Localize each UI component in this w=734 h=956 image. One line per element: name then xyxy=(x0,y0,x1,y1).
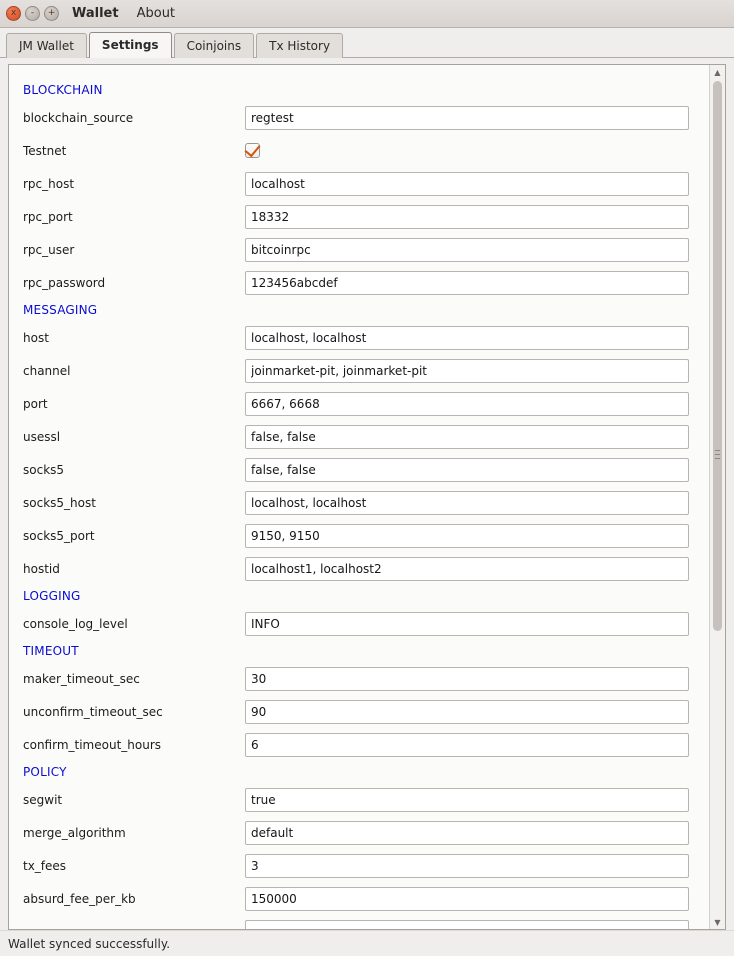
settings-field-cell xyxy=(245,238,689,262)
close-icon: x xyxy=(10,8,17,18)
settings-row-label: segwit xyxy=(23,792,63,807)
settings-text-input[interactable] xyxy=(245,271,689,295)
close-window-button[interactable] xyxy=(6,6,21,21)
settings-text-input[interactable] xyxy=(245,700,689,724)
settings-row-label: tx_fees xyxy=(23,858,67,873)
settings-text-input[interactable] xyxy=(245,106,689,130)
settings-field-cell xyxy=(245,612,689,636)
settings-field-cell xyxy=(245,271,689,295)
settings-field-cell xyxy=(245,205,689,229)
settings-row-label: Testnet xyxy=(23,143,67,158)
settings-text-input[interactable] xyxy=(245,392,689,416)
settings-row xyxy=(9,552,709,585)
maximize-window-button[interactable] xyxy=(44,6,59,21)
minimize-window-button[interactable] xyxy=(25,6,40,21)
maximize-icon: + xyxy=(47,8,56,18)
settings-field-cell xyxy=(245,359,689,383)
settings-text-input[interactable] xyxy=(245,425,689,449)
settings-row-label: maker_timeout_sec xyxy=(23,671,140,686)
settings-row xyxy=(9,321,709,354)
settings-field-cell xyxy=(245,733,689,757)
settings-scroll-area xyxy=(9,65,709,929)
settings-row xyxy=(9,607,709,640)
settings-checkbox[interactable] xyxy=(245,143,260,158)
settings-row-label: socks5_host xyxy=(23,495,96,510)
menu-item-about[interactable]: About xyxy=(136,6,176,21)
window-controls xyxy=(6,6,59,21)
scrollbar-grip-line xyxy=(715,450,720,451)
settings-row xyxy=(9,882,709,915)
settings-row xyxy=(9,420,709,453)
settings-field-cell xyxy=(245,700,689,724)
tab-coinjoins[interactable]: Coinjoins xyxy=(174,33,255,58)
menu-item-wallet[interactable]: Wallet xyxy=(72,6,119,21)
settings-row xyxy=(9,486,709,519)
settings-row-label: merge_algorithm xyxy=(23,825,126,840)
settings-row-label: rpc_port xyxy=(23,209,73,224)
settings-row xyxy=(9,695,709,728)
settings-field-cell xyxy=(245,172,689,196)
settings-text-input[interactable] xyxy=(245,326,689,350)
settings-field-cell xyxy=(245,326,689,350)
settings-row xyxy=(9,134,709,167)
status-message: Wallet synced successfully. xyxy=(8,936,171,951)
settings-row xyxy=(9,167,709,200)
scrollbar-thumb[interactable] xyxy=(713,81,722,631)
settings-text-input[interactable] xyxy=(245,733,689,757)
settings-row xyxy=(9,728,709,761)
settings-field-cell xyxy=(245,854,689,878)
tab-bar xyxy=(0,28,734,58)
settings-row-label: socks5_port xyxy=(23,528,95,543)
status-bar xyxy=(0,930,734,956)
settings-group-title: BLOCKCHAIN xyxy=(23,83,103,97)
settings-row-label: socks5 xyxy=(23,462,65,477)
settings-row-label: port xyxy=(23,396,48,411)
settings-field-cell xyxy=(245,887,689,911)
settings-group-title: LOGGING xyxy=(23,589,81,603)
scrollbar-grip-line xyxy=(715,454,720,455)
settings-row xyxy=(9,816,709,849)
settings-row-label: confirm_timeout_hours xyxy=(23,737,162,752)
settings-field-cell xyxy=(245,392,689,416)
settings-row xyxy=(9,200,709,233)
settings-panel xyxy=(8,64,726,930)
settings-row-label: unconfirm_timeout_sec xyxy=(23,704,163,719)
menu-bar xyxy=(69,5,178,22)
settings-field-cell xyxy=(245,106,689,130)
settings-row xyxy=(9,233,709,266)
scroll-up-icon[interactable]: ▲ xyxy=(714,67,721,77)
settings-group-title: POLICY xyxy=(23,765,67,779)
settings-text-input[interactable] xyxy=(245,557,689,581)
settings-row-label: rpc_host xyxy=(23,176,75,191)
settings-text-input[interactable] xyxy=(245,238,689,262)
settings-field-cell xyxy=(245,667,689,691)
settings-row xyxy=(9,519,709,552)
settings-row xyxy=(9,387,709,420)
title-bar xyxy=(0,0,734,28)
settings-field-cell xyxy=(245,491,689,515)
settings-text-input[interactable] xyxy=(245,788,689,812)
settings-text-input[interactable] xyxy=(245,524,689,548)
settings-text-input[interactable] xyxy=(245,612,689,636)
settings-field-cell xyxy=(245,458,689,482)
settings-field-cell xyxy=(245,788,689,812)
settings-row xyxy=(9,354,709,387)
settings-text-input[interactable] xyxy=(245,491,689,515)
settings-content xyxy=(0,58,734,930)
settings-text-input[interactable] xyxy=(245,887,689,911)
settings-row xyxy=(9,783,709,816)
settings-checkbox-cell xyxy=(245,143,709,158)
minimize-icon: - xyxy=(30,8,35,18)
settings-row-label: channel xyxy=(23,363,71,378)
settings-row xyxy=(9,101,709,134)
settings-field-cell xyxy=(245,425,689,449)
settings-row xyxy=(9,662,709,695)
settings-row xyxy=(9,453,709,486)
settings-row-label: usessl xyxy=(23,429,61,444)
settings-field-cell xyxy=(245,920,689,930)
settings-text-input[interactable] xyxy=(245,359,689,383)
settings-text-input[interactable] xyxy=(245,821,689,845)
settings-row-label: rpc_password xyxy=(23,275,106,290)
scrollbar-grip-line xyxy=(715,458,720,459)
tab-settings[interactable]: Settings xyxy=(89,32,172,58)
settings-row xyxy=(9,849,709,882)
settings-group-title: MESSAGING xyxy=(23,303,98,317)
settings-row-label: host xyxy=(23,330,49,345)
settings-text-input[interactable] xyxy=(245,458,689,482)
tab-tx-history[interactable]: Tx History xyxy=(256,33,343,58)
settings-field-cell xyxy=(245,557,689,581)
settings-row-label: absurd_fee_per_kb xyxy=(23,891,136,906)
settings-text-input[interactable] xyxy=(245,854,689,878)
settings-text-input[interactable] xyxy=(245,920,689,930)
settings-row-label: hostid xyxy=(23,561,60,576)
settings-row-label: rpc_user xyxy=(23,242,75,257)
settings-row xyxy=(9,915,709,929)
scroll-down-icon[interactable]: ▼ xyxy=(714,917,721,927)
settings-text-input[interactable] xyxy=(245,172,689,196)
settings-text-input[interactable] xyxy=(245,667,689,691)
settings-row-label: blockchain_source xyxy=(23,110,134,125)
vertical-scrollbar[interactable] xyxy=(709,65,725,929)
settings-group-title: TIMEOUT xyxy=(23,644,79,658)
tab-jm-wallet[interactable]: JM Wallet xyxy=(6,33,87,58)
settings-field-cell xyxy=(245,821,689,845)
settings-field-cell xyxy=(245,524,689,548)
settings-text-input[interactable] xyxy=(245,205,689,229)
settings-row xyxy=(9,266,709,299)
settings-row-label: console_log_level xyxy=(23,616,128,631)
